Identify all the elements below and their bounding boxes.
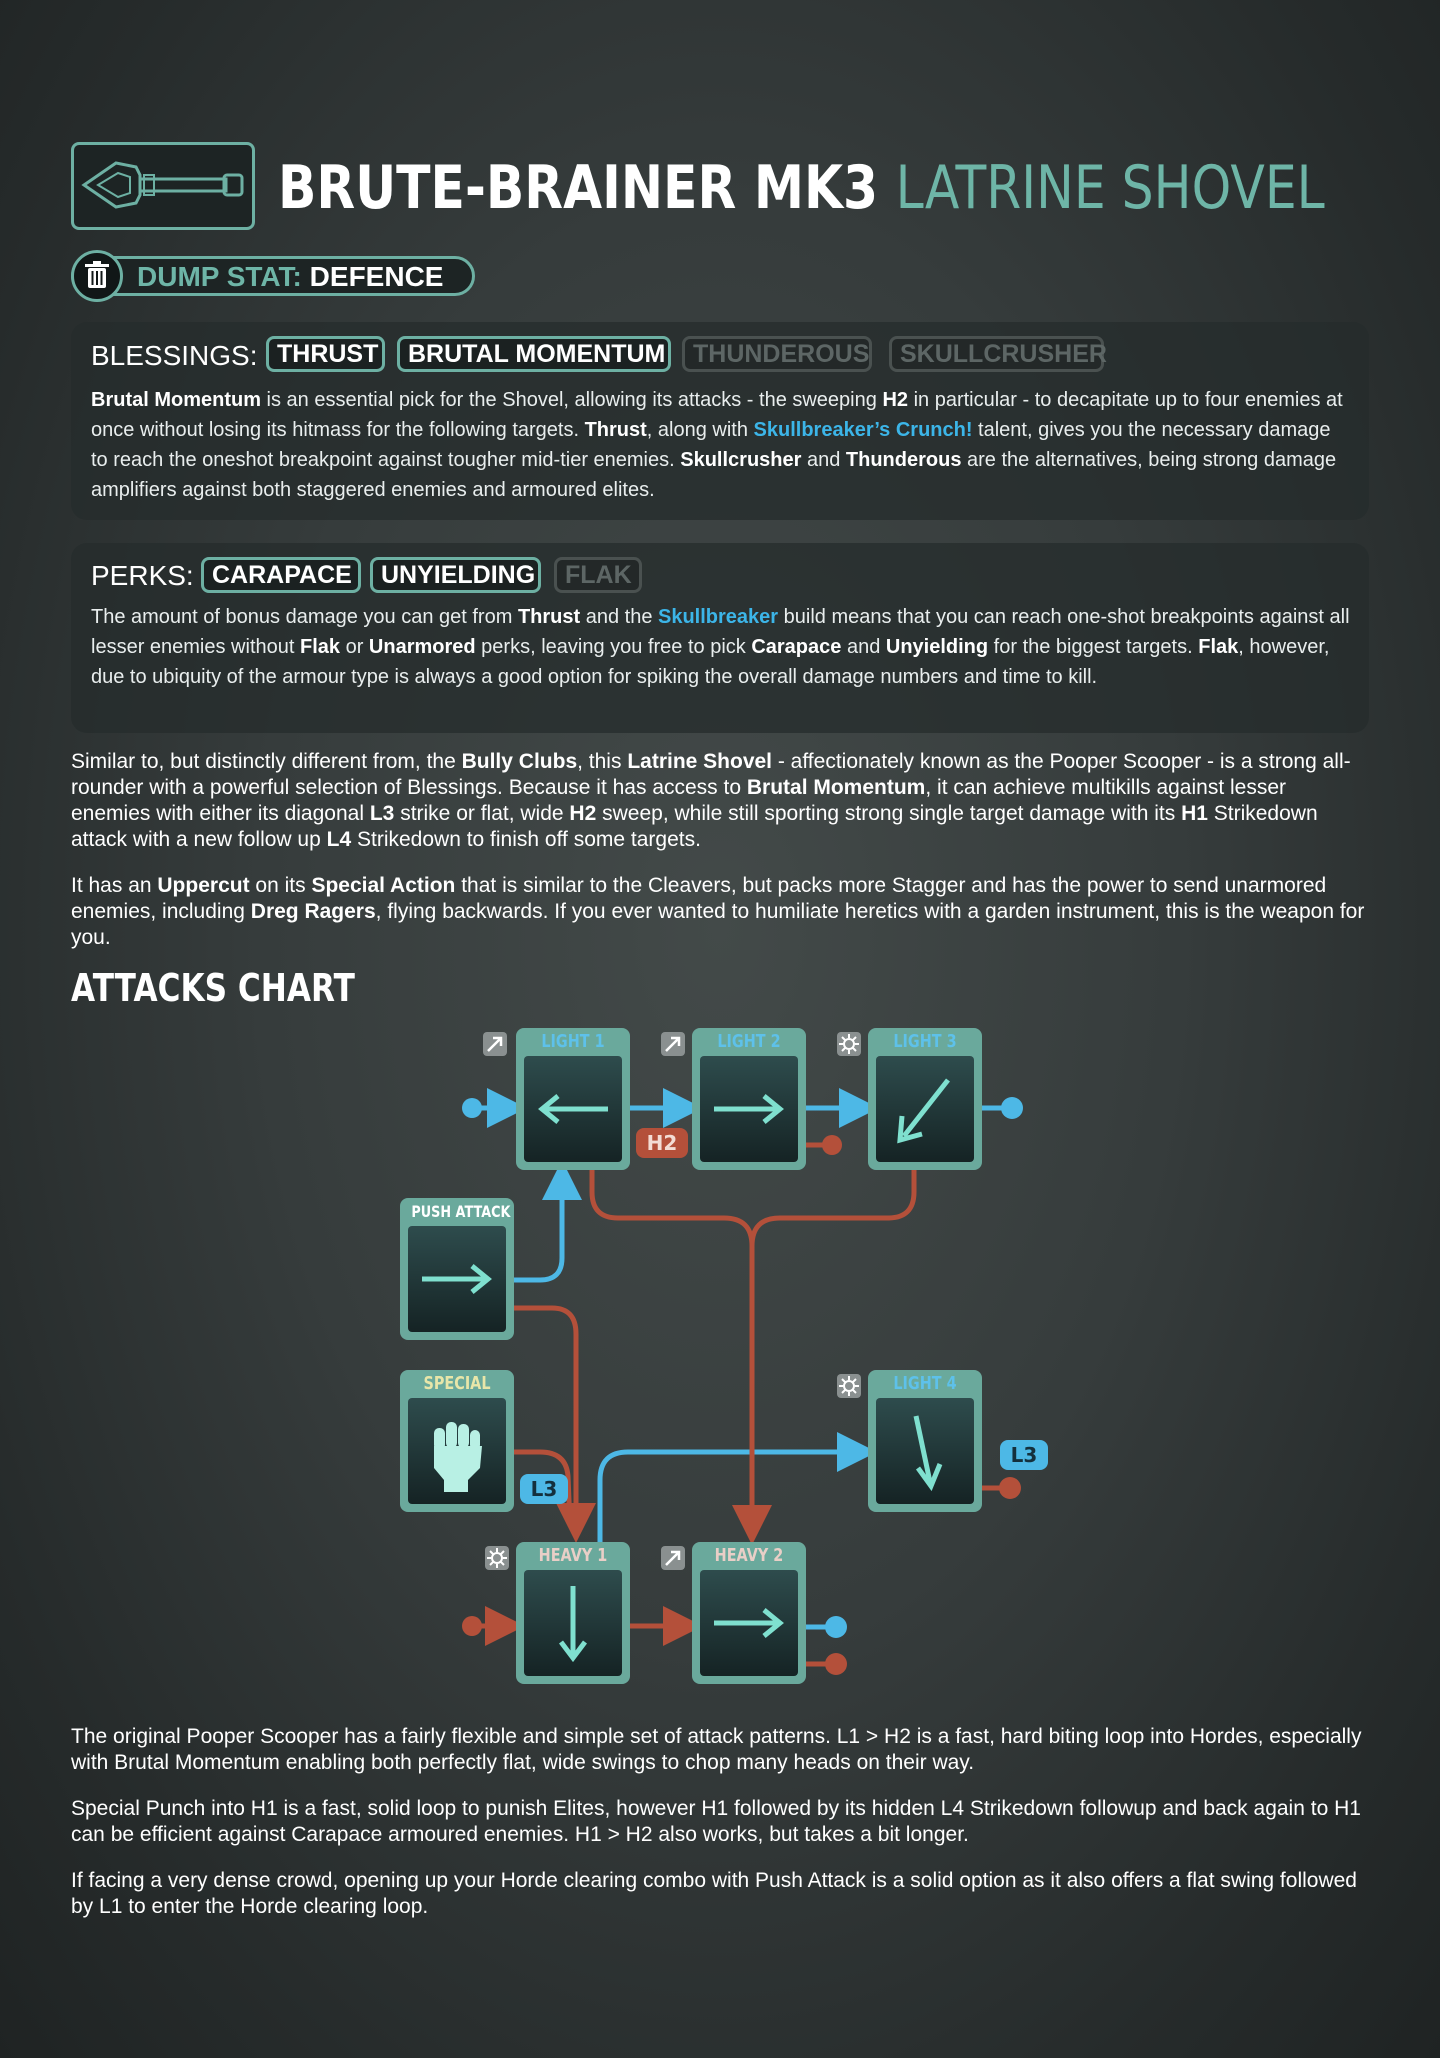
arrow-right-icon: [700, 1056, 798, 1162]
arrow-right-icon: [700, 1570, 798, 1676]
text-run: Brutal Momentum: [91, 389, 261, 411]
text-run: Flak: [299, 636, 341, 658]
text-run: Flak: [1198, 636, 1239, 658]
node-push-attack: [400, 1198, 514, 1340]
diagonal-arrow-icon: [483, 1032, 507, 1056]
text-run: , however, due to ubiquity of the armour type is always a good option for spiking the overall damage numbers and time to kill.: [91, 636, 1330, 688]
attacks-chart-heading: ATTACKS CHART: [71, 966, 355, 1010]
text-run: and: [841, 636, 886, 658]
node-light-2: [692, 1028, 806, 1170]
blessing-tag-skullcrusher: SKULLCRUSHER: [889, 336, 1104, 372]
text-run: The amount of bonus damage you can get from: [91, 606, 518, 628]
text-run: talent, gives you the necessary damage to reach the oneshot breakpoint against tougher mid-tier enemies.: [91, 419, 1331, 471]
arrow-down-icon: [524, 1570, 622, 1676]
fist-icon: [408, 1398, 506, 1504]
text-run: H2: [882, 389, 909, 411]
text-run: on its: [249, 874, 312, 897]
node-special-label: SPECIAL: [423, 1373, 491, 1394]
arrow-down-left-icon: [876, 1056, 974, 1162]
node-light-4-label: LIGHT 4: [893, 1373, 957, 1394]
text-run: Dreg Ragers: [250, 900, 376, 923]
title-primary: BRUTE-BRAINER MK3: [278, 153, 879, 223]
perk-tag-carapace: CARAPACE: [201, 557, 361, 593]
text-run: and the: [580, 606, 658, 628]
diagonal-arrow-icon: [661, 1032, 685, 1056]
text-run: , along with: [646, 419, 754, 441]
node-heavy-1-label: HEAVY 1: [538, 1545, 608, 1566]
text-run: Thrust: [517, 606, 581, 628]
text-run: Similar to, but distinctly different from, the: [71, 750, 462, 773]
text-run: Strikedown attack with a new follow up: [71, 802, 1318, 851]
burst-icon: [837, 1032, 861, 1056]
arrow-down-icon: [876, 1398, 974, 1504]
text-run: H1: [1181, 802, 1208, 825]
text-run: Latrine Shovel: [627, 750, 773, 773]
node-light-2-label: LIGHT 2: [717, 1031, 781, 1052]
arrow-left-icon: [524, 1056, 622, 1162]
text-run: , this: [577, 750, 628, 773]
text-run: - affectionately known as the Pooper Scooper - is a strong all-rounder with a powerful selection of Blessings. Because it has access to: [71, 750, 1351, 799]
outro-paragraph-3: If facing a very dense crowd, opening up your Horde clearing combo with Push Attack is a solid option as it also offers a flat swing followed by L1 to enter the Horde clearing loop.: [71, 1869, 1357, 1918]
perk-tag-flak: FLAK: [554, 557, 642, 593]
text-run: Thunderous: [845, 449, 962, 471]
text-run: that is similar to the Cleavers, but packs more Stagger and has the power to send unarmored enemies, including: [71, 874, 1327, 923]
text-run: are the alternatives, being strong damage amplifiers against both staggered enemies and armoured elites.: [91, 449, 1337, 501]
node-push-attack-label: PUSH ATTACK: [411, 1202, 511, 1221]
text-run: L4: [326, 828, 352, 851]
text-run: Skullcrusher: [680, 449, 802, 471]
text-run: H2: [569, 802, 597, 825]
outro-paragraph-2: Special Punch into H1 is a fast, solid loop to punish Elites, however H1 followed by its hidden L4 Strikedown followup and back again to H1 can be efficient against Carapace armoured enemies. H1 > H2 also works, but takes a bit longer.: [71, 1797, 1361, 1846]
node-heavy-1: [516, 1542, 630, 1684]
text-run: It has an: [71, 874, 158, 897]
blessings-label: BLESSINGS:: [91, 340, 258, 371]
node-light-1-label: LIGHT 1: [541, 1031, 605, 1052]
text-run: sweep, while still sporting strong single target damage with its: [596, 802, 1182, 825]
node-light-1: [516, 1028, 630, 1170]
node-light-4: [868, 1370, 982, 1512]
blessing-tag-thunderous: THUNDEROUS: [682, 336, 872, 372]
perk-tag-unyielding: UNYIELDING: [370, 557, 541, 593]
burst-icon: [837, 1374, 861, 1398]
node-heavy-2-label: HEAVY 2: [714, 1545, 784, 1566]
title-secondary: LATRINE SHOVEL: [895, 153, 1325, 223]
text-run: Skullbreaker’s Crunch!: [753, 419, 973, 441]
text-run: for the biggest targets.: [988, 636, 1199, 658]
text-run: strike or flat, wide: [394, 802, 570, 825]
h2-badge: H2: [636, 1128, 688, 1158]
text-run: Carapace: [751, 636, 842, 658]
text-run: L3: [369, 802, 395, 825]
text-run: Skullbreaker: [658, 606, 779, 628]
text-run: Strikedown to finish off some targets.: [351, 828, 701, 851]
text-run: Uppercut: [157, 874, 250, 897]
node-light-3: [868, 1028, 982, 1170]
text-run: is an essential pick for the Shovel, allowing its attacks - the sweeping: [261, 389, 883, 411]
text-run: , flying backwards. If you ever wanted to humiliate heretics with a garden instrument, this is the weapon for you.: [71, 900, 1365, 949]
perks-label: PERKS:: [91, 560, 194, 591]
arrow-right-icon: [408, 1226, 506, 1332]
text-run: Unarmored: [368, 636, 476, 658]
node-light-3-label: LIGHT 3: [893, 1031, 957, 1052]
text-run: Brutal Momentum: [746, 776, 926, 799]
text-run: , it can achieve multikills against lesser enemies with either its diagonal: [71, 776, 1287, 825]
outro-paragraph-1: The original Pooper Scooper has a fairly flexible and simple set of attack patterns. L1 > H2 is a fast, hard biting loop into Hordes, especially with Brutal Momentum enabling both perfectly flat, wide swings to chop many heads on their way.: [71, 1725, 1362, 1774]
text-run: or: [340, 636, 369, 658]
text-run: perks, leaving you free to pick: [475, 636, 752, 658]
diagonal-arrow-icon: [661, 1546, 685, 1570]
l3-badge-light-4: L3: [1000, 1440, 1048, 1470]
text-run: Special Action: [311, 874, 456, 897]
dump-stat-value: DEFENCE: [309, 261, 444, 292]
blessing-tag-thrust: THRUST: [266, 336, 385, 372]
text-run: Unyielding: [885, 636, 989, 658]
text-run: and: [801, 449, 846, 471]
dump-stat-label: DUMP STAT:: [137, 261, 302, 292]
node-heavy-2: [692, 1542, 806, 1684]
text-run: build means that you can reach one-shot breakpoints against all lesser enemies without: [91, 606, 1350, 658]
text-run: in particular - to decapitate up to four enemies at once without losing its hitmass for the following targets.: [91, 389, 1343, 441]
text-run: Bully Clubs: [461, 750, 578, 773]
text-run: Thrust: [584, 419, 647, 441]
burst-icon: [485, 1546, 509, 1570]
l3-badge-special: L3: [520, 1474, 568, 1504]
node-special: [400, 1370, 514, 1512]
blessing-tag-brutal-momentum: BRUTAL MOMENTUM: [397, 336, 671, 372]
